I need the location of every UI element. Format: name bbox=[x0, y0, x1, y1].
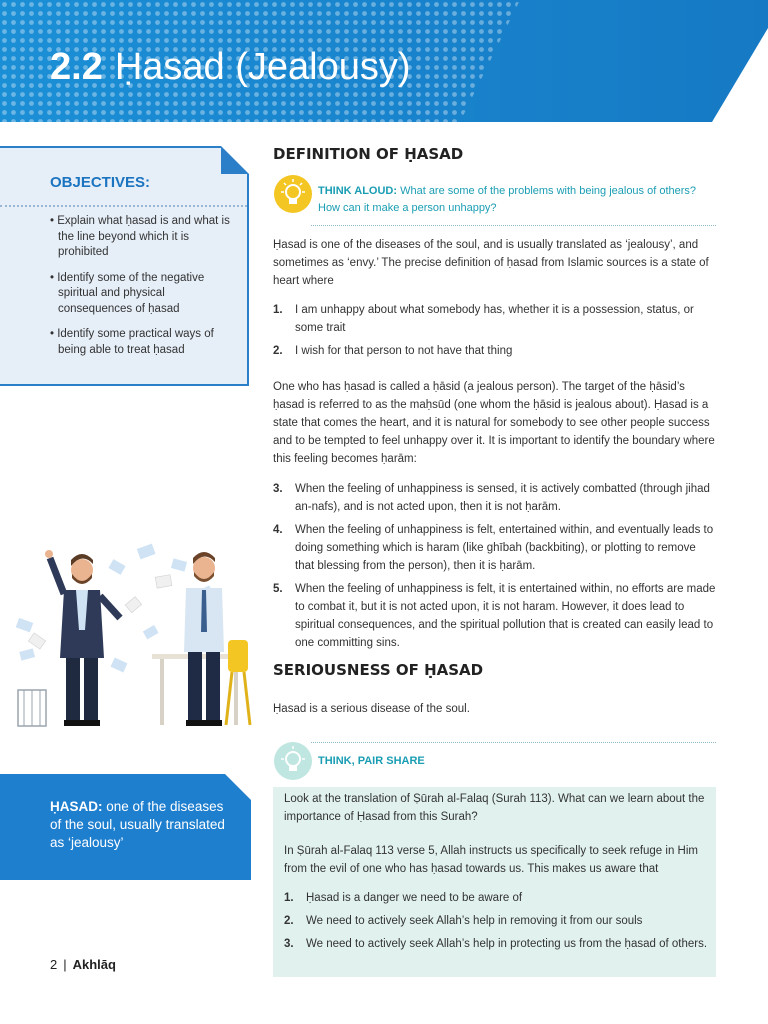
boundary-list bbox=[273, 480, 716, 652]
list-item bbox=[273, 521, 716, 575]
chapter-title bbox=[50, 46, 411, 89]
footer-separator: | bbox=[63, 957, 67, 972]
key-term-text bbox=[50, 798, 230, 852]
list-text: When the feeling of unhappiness is sensed, it is actively combatted (through jihad an-nafs), and is not acted upon, then it is not ḥarām. bbox=[295, 483, 710, 513]
folded-corner bbox=[225, 774, 251, 800]
list-number: 3. bbox=[273, 483, 283, 495]
list-text: When the feeling of unhappiness is felt, it is entertained within, no efforts are made to combat it, but it is not acted upon, it is not haram. However, it does lead to spiritual consequences, and the spiritual pollution that is created can easily lead to one committing sins. bbox=[295, 583, 716, 649]
activity-list bbox=[284, 889, 709, 953]
list-number: 5. bbox=[273, 583, 283, 595]
divider bbox=[0, 205, 247, 207]
definition-list bbox=[273, 301, 716, 360]
header-banner bbox=[0, 0, 768, 122]
list-item bbox=[284, 889, 709, 907]
activity-box bbox=[273, 787, 716, 977]
activity-answer: In Ṣūrah al-Falaq 113 verse 5, Allah instructs us specifically to seek refuge in Him from the evil of one who has ḥasad towards us. This makes us aware that bbox=[284, 845, 698, 875]
key-term-word: ḤASAD: bbox=[50, 799, 103, 814]
objectives-list bbox=[50, 214, 230, 368]
list-item bbox=[284, 935, 709, 953]
list-item bbox=[284, 912, 709, 930]
list-text: Ḥasad is a danger we need to be aware of bbox=[306, 892, 523, 904]
list-item bbox=[273, 580, 716, 652]
list-text: When the feeling of unhappiness is felt, entertained within, and eventually leads to doing something which is haram (like ghībah (backbiting), or plotting to remove that blessing from the person), then it is ḥarām. bbox=[295, 524, 714, 572]
think-aloud-label: THINK ALOUD: bbox=[318, 185, 398, 197]
think-aloud-callout bbox=[273, 174, 716, 228]
chapter-name: Ḥasad (Jealousy) bbox=[114, 46, 411, 88]
list-number: 1. bbox=[284, 892, 294, 904]
section-heading-definition: DEFINITION OF ḤASAD bbox=[273, 145, 464, 163]
list-item bbox=[273, 480, 716, 516]
page-number: 2 bbox=[50, 957, 58, 972]
think-aloud-text bbox=[318, 183, 716, 217]
list-number: 1. bbox=[273, 304, 283, 316]
lightbulb-icon bbox=[273, 741, 313, 781]
lightbulb-icon bbox=[273, 174, 313, 214]
folded-corner bbox=[221, 146, 249, 174]
key-term-box bbox=[0, 774, 251, 880]
list-number: 3. bbox=[284, 938, 294, 950]
list-number: 4. bbox=[273, 524, 283, 536]
objective-item: • Explain what ḥasad is and what is the line beyond which it is prohibited bbox=[50, 215, 230, 258]
illustration-jealous-men bbox=[12, 540, 252, 730]
hasid-paragraph: One who has ḥasad is called a ḥāsid (a jealous person). The target of the ḥāsid’s ḥasad is referred to as the maḥsūd (one whom the ḥāsid is jealous about). Ḥasad is a state that comes the heart, and it is natural for somebody to see other people success and to be tempted to feel unhappy over it. It is important to identify the boundary where this feeling becomes ḥarām: bbox=[273, 381, 715, 465]
objective-item: • Identify some practical ways of being able to treat ḥasad bbox=[50, 328, 214, 356]
objective-item: • Identify some of the negative spiritual and physical consequences of ḥasad bbox=[50, 271, 205, 315]
page-footer bbox=[50, 957, 116, 972]
objectives-title: OBJECTIVES: bbox=[50, 174, 151, 191]
key-term-definition: one of the diseases of the soul, usually translated as ‘jealousy’ bbox=[50, 799, 225, 850]
book-title: Akhlāq bbox=[72, 957, 116, 972]
list-item bbox=[273, 342, 716, 360]
divider bbox=[311, 225, 716, 226]
definition-paragraph: Ḥasad is one of the diseases of the soul, and is usually translated as ‘jealousy’, and sometimes as ‘envy.’ The precise definition of ḥasad from Islamic sources is a state of heart where bbox=[273, 239, 709, 287]
seriousness-paragraph: Ḥasad is a serious disease of the soul. bbox=[273, 703, 470, 715]
list-text: I am unhappy about what somebody has, whether it is a possession, status, or some trait bbox=[295, 304, 694, 334]
think-aloud-question: What are some of the problems with being jealous of others? How can it make a person unhappy? bbox=[318, 185, 697, 214]
list-text: We need to actively seek Allah’s help in protecting us from the ḥasad of others. bbox=[306, 938, 708, 950]
think-pair-share-label: THINK, PAIR SHARE bbox=[318, 755, 425, 767]
list-number: 2. bbox=[273, 345, 283, 357]
list-text: I wish for that person to not have that thing bbox=[295, 345, 513, 357]
list-text: We need to actively seek Allah’s help in removing it from our souls bbox=[306, 915, 643, 927]
divider bbox=[311, 742, 716, 743]
list-item bbox=[273, 301, 716, 337]
list-number: 2. bbox=[284, 915, 294, 927]
objectives-box bbox=[0, 146, 249, 386]
illustration-graphic bbox=[12, 540, 252, 730]
think-pair-share-callout bbox=[273, 741, 716, 783]
chapter-number: 2.2 bbox=[50, 46, 103, 88]
section-heading-seriousness: SERIOUSNESS OF ḤASAD bbox=[273, 661, 484, 679]
activity-question: Look at the translation of Ṣūrah al-Falaq (Surah 113). What can we learn about the importance of Ḥasad from this Surah? bbox=[284, 793, 705, 823]
